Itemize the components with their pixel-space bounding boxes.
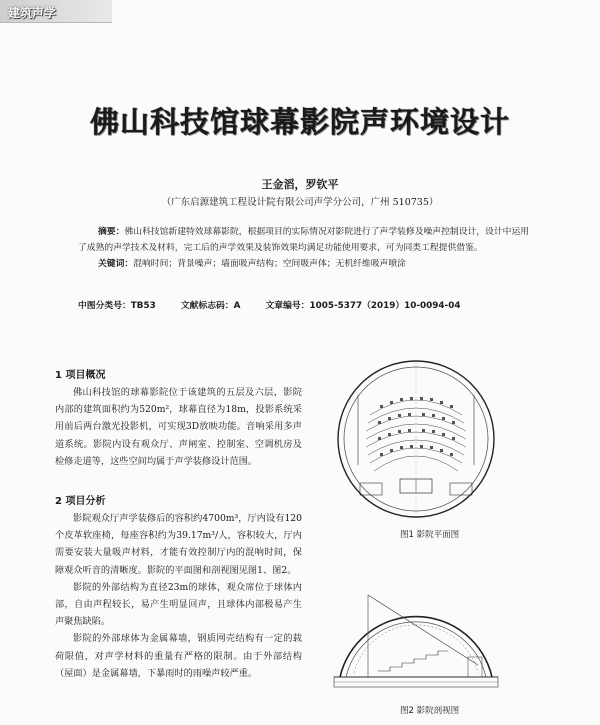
paragraph: 影院的外部球体为金属幕墙，钢质网壳结构有一定的载荷限值，对声学材料的重量有严格的限制。由于外部结构（屋面）是金属幕墙，下暴雨时的雨噪声较严重。 bbox=[55, 633, 302, 679]
article-number: 文章编号：1005-5377（2019）10-0094-04 bbox=[265, 301, 461, 311]
section-1-heading: 1 项目概况 bbox=[55, 370, 106, 381]
paragraph: 影院观众厅声学装修后的容积约4700m³，厅内设有120个皮革软座椅，每座容积约为39.17m³/人，容积较大，厅内需要安装大量吸声材料，才能有效控制厅内的混响时间，保障观众听音的清晰度。影院的平面图和剖视图见图1、图2。 bbox=[55, 513, 302, 576]
figure-2-caption: 图2 影院剖视图 bbox=[400, 706, 460, 716]
section-2-body bbox=[55, 510, 302, 682]
abstract-block bbox=[78, 224, 533, 272]
authors: 王金滔，罗钦平 bbox=[261, 178, 339, 191]
abstract-label: 摘要： bbox=[98, 227, 125, 237]
section-tag-banner bbox=[0, 0, 112, 23]
clc-number: 中图分类号：TB53 bbox=[78, 301, 156, 311]
section-1-body bbox=[55, 384, 302, 470]
section-2-heading: 2 项目分析 bbox=[55, 496, 106, 507]
figure-1-caption: 图1 影院平面图 bbox=[400, 530, 460, 540]
keywords-text: 混响时间；背景噪声；墙面吸声结构；空间吸声体；无机纤维吸声喷涂 bbox=[133, 259, 406, 269]
paragraph: 佛山科技馆的球幕影院位于该建筑的五层及六层，影院内部的建筑面积约为520m²，球幕直径为18m，投影系统采用前后两台激光投影机，可实现3D放映功能。音响采用多声道系统。影院内设有观众厅、声闸室、控制室、空调机房及检修走道等，这些空间均属于声学装修设计范围。 bbox=[55, 387, 302, 467]
article-title: 佛山科技馆球幕影院声环境设计 bbox=[89, 105, 510, 139]
document-code: 文献标志码：A bbox=[180, 301, 241, 311]
abstract-text: 佛山科技馆新建特效球幕影院，根据项目的实际情况对影院进行了声学装修及噪声控制设计，设计中运用了成熟的声学技术及材料，完工后的声学效果及装饰效果均满足功能使用要求，可为同类工程提供借鉴。 bbox=[78, 227, 530, 253]
section-tag: 建筑声学 bbox=[8, 6, 57, 20]
keywords bbox=[78, 256, 533, 272]
figure-1-plan-drawing bbox=[330, 355, 500, 523]
abstract bbox=[78, 224, 533, 256]
classification-line bbox=[78, 298, 533, 311]
figure-2-section-drawing bbox=[328, 545, 503, 695]
keywords-label: 关键词： bbox=[98, 259, 134, 269]
paragraph: 影院的外部结构为直径23m的球体，观众席位于球体内部，自由声程较长，易产生明显回声，且球体内部极易产生声聚焦缺陷。 bbox=[55, 581, 302, 628]
affiliation: （广东启源建筑工程设计院有限公司声学分公司，广州 510735） bbox=[161, 197, 439, 208]
